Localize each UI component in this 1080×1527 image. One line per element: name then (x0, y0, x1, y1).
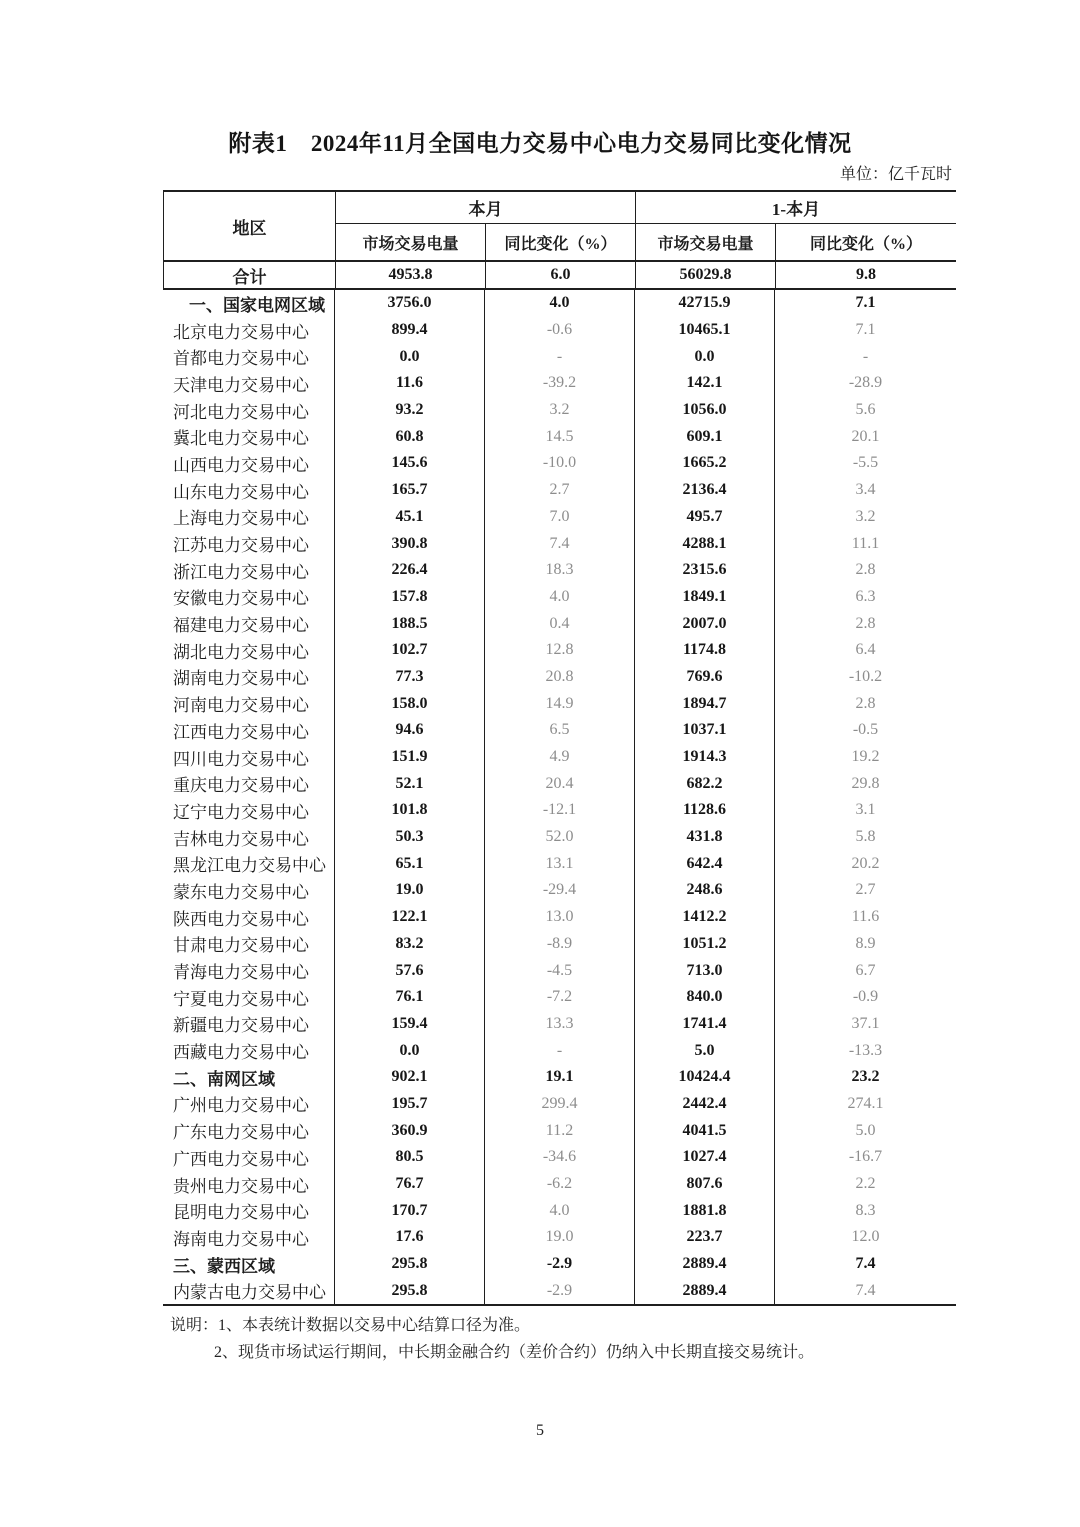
this-month-volume-cell: 19.0 (335, 877, 485, 904)
row-label-cell: 三、蒙西区域 (163, 1251, 335, 1278)
cumulative-volume-cell: 4041.5 (635, 1117, 775, 1144)
this-month-yoy-cell: 52.0 (485, 824, 635, 851)
this-month-yoy-cell: 20.8 (485, 664, 635, 691)
row-label-cell: 山西电力交易中心 (163, 450, 335, 477)
row-label-cell: 天津电力交易中心 (163, 370, 335, 397)
row-label-cell: 首都电力交易中心 (163, 343, 335, 370)
cumulative-yoy-cell: 6.3 (855, 587, 876, 605)
this-month-volume-cell: 295.8 (335, 1251, 485, 1278)
this-month-volume-cell: 102.7 (335, 637, 485, 664)
this-month-yoy-cell: 19.1 (485, 1064, 635, 1091)
this-month-yoy-cell: 13.0 (485, 904, 635, 931)
unit-label: 单位：亿千瓦时 (839, 166, 952, 183)
table-row (163, 690, 956, 717)
this-month-volume-cell: 165.7 (335, 477, 485, 504)
table-row (163, 1091, 956, 1118)
cumulative-volume-cell: 1056.0 (635, 397, 775, 424)
cumulative-yoy-cell: -5.5 (852, 454, 879, 472)
cumulative-volume-cell: 682.2 (635, 770, 775, 797)
table-row (163, 504, 956, 531)
cumulative-volume-cell: 1027.4 (635, 1144, 775, 1171)
cumulative-yoy-cell: -13.3 (848, 1041, 883, 1059)
cumulative-volume-cell: 1412.2 (635, 904, 775, 931)
cumulative-yoy-cell: 29.8 (851, 774, 880, 792)
this-month-yoy-cell: -29.4 (485, 877, 635, 904)
this-month-yoy-cell: -2.9 (485, 1277, 635, 1304)
this-month-yoy-cell: 4.9 (485, 744, 635, 771)
this-month-volume-cell: 3756.0 (335, 290, 485, 317)
cumulative-volume-cell: 42715.9 (635, 290, 775, 317)
cumulative-volume-cell: 1881.8 (635, 1197, 775, 1224)
cumulative-volume-cell: 10424.4 (635, 1064, 775, 1091)
this-month-volume-cell: 93.2 (335, 397, 485, 424)
this-month-yoy-cell: 7.4 (485, 530, 635, 557)
table-row (163, 423, 956, 450)
this-month-volume-cell: 122.1 (335, 904, 485, 931)
row-label-cell: 新疆电力交易中心 (163, 1011, 335, 1038)
row-label-cell: 广东电力交易中心 (163, 1117, 335, 1144)
this-month-yoy-cell: -2.9 (485, 1251, 635, 1278)
cumulative-yoy-cell: 2.2 (855, 1175, 876, 1193)
cumulative-volume-cell: 2007.0 (635, 610, 775, 637)
cumulative-volume-cell: 1051.2 (635, 931, 775, 958)
header-this-month-yoy: 同比变化（%） (486, 224, 636, 260)
cumulative-yoy-cell: 2.7 (855, 881, 876, 899)
this-month-volume-cell: 151.9 (335, 744, 485, 771)
cumulative-yoy-cell: 2.8 (855, 694, 876, 712)
cumulative-volume-cell: 1037.1 (635, 717, 775, 744)
cumulative-volume-cell: 2315.6 (635, 557, 775, 584)
this-month-volume-cell: 65.1 (335, 850, 485, 877)
header-cumulative-yoy: 同比变化（%） (809, 235, 922, 253)
this-month-volume-cell: 77.3 (335, 664, 485, 691)
row-label-cell: 昆明电力交易中心 (163, 1197, 335, 1224)
cumulative-yoy-cell: 5.6 (855, 401, 876, 419)
this-month-volume-cell: 145.6 (335, 450, 485, 477)
cumulative-volume-cell: 431.8 (635, 824, 775, 851)
this-month-yoy-cell: -4.5 (485, 957, 635, 984)
table-notes (170, 1312, 814, 1366)
row-label-cell: 宁夏电力交易中心 (163, 984, 335, 1011)
row-label-cell: 重庆电力交易中心 (163, 770, 335, 797)
cumulative-volume-cell: 142.1 (635, 370, 775, 397)
table-row (163, 1251, 956, 1278)
header-this-month-volume: 市场交易电量 (336, 224, 486, 260)
this-month-volume-cell: 101.8 (335, 797, 485, 824)
table-row (163, 1171, 956, 1198)
cumulative-yoy-cell: 11.6 (851, 908, 880, 926)
cumulative-volume-cell: 223.7 (635, 1224, 775, 1251)
cumulative-yoy-cell: 2.8 (855, 614, 876, 632)
cumulative-yoy-cell: 3.4 (855, 481, 876, 499)
cumulative-volume-cell: 495.7 (635, 504, 775, 531)
cumulative-yoy-cell: 23.2 (851, 1068, 880, 1086)
cumulative-volume-cell: 1894.7 (635, 690, 775, 717)
this-month-yoy-cell: -39.2 (485, 370, 635, 397)
table-row (163, 1037, 956, 1064)
row-label-cell: 江苏电力交易中心 (163, 530, 335, 557)
this-month-yoy-cell: 299.4 (485, 1091, 635, 1118)
note-line-2: 2、现货市场试运行期间，中长期金融合约（差价合约）仍纳入中长期直接交易统计。 (214, 1344, 815, 1361)
this-month-yoy-cell: 3.2 (485, 397, 635, 424)
cumulative-volume-cell: 4288.1 (635, 530, 775, 557)
cumulative-volume-cell: 807.6 (635, 1171, 775, 1198)
table-row (163, 1224, 956, 1251)
table-row (163, 957, 956, 984)
this-month-yoy-cell: -10.0 (485, 450, 635, 477)
table-row (163, 1117, 956, 1144)
this-month-volume-cell: 45.1 (335, 504, 485, 531)
row-label-cell: 甘肃电力交易中心 (163, 931, 335, 958)
cumulative-yoy-cell: -0.5 (852, 721, 879, 739)
table-row (163, 904, 956, 931)
table-row (163, 850, 956, 877)
this-month-volume-cell: 159.4 (335, 1011, 485, 1038)
this-month-volume-cell: 17.6 (335, 1224, 485, 1251)
this-month-volume-cell: 188.5 (335, 610, 485, 637)
cumulative-volume-cell: 713.0 (635, 957, 775, 984)
cumulative-volume-cell: 1914.3 (635, 744, 775, 771)
this-month-volume-cell: 57.6 (335, 957, 485, 984)
this-month-volume-cell: 902.1 (335, 1064, 485, 1091)
this-month-yoy-cell: -8.9 (485, 931, 635, 958)
this-month-yoy-cell: 19.0 (485, 1224, 635, 1251)
cumulative-volume-cell: 10465.1 (635, 317, 775, 344)
row-label-cell: 黑龙江电力交易中心 (163, 850, 335, 877)
cumulative-yoy-cell: 6.7 (855, 961, 876, 979)
table-row (163, 262, 956, 290)
row-label-cell: 陕西电力交易中心 (163, 904, 335, 931)
this-month-volume-cell: 60.8 (335, 423, 485, 450)
table-row (163, 370, 956, 397)
table-row (163, 317, 956, 344)
cumulative-volume-cell: 840.0 (635, 984, 775, 1011)
row-label-cell: 广西电力交易中心 (163, 1144, 335, 1171)
table-row (163, 397, 956, 424)
header-sub-row (336, 224, 956, 260)
cumulative-yoy-cell: 6.4 (855, 641, 876, 659)
table-row (163, 1144, 956, 1171)
this-month-volume-cell: 4953.8 (336, 262, 486, 288)
row-label-cell: 北京电力交易中心 (163, 317, 335, 344)
header-area: 地区 (164, 192, 336, 260)
cumulative-yoy-cell: 274.1 (847, 1094, 884, 1112)
row-label-cell: 辽宁电力交易中心 (163, 797, 335, 824)
header-this-month: 本月 (336, 192, 636, 223)
this-month-volume-cell: 390.8 (335, 530, 485, 557)
table-row (163, 1064, 956, 1091)
page-title: 附表1 2024年11月全国电力交易中心电力交易同比变化情况 (228, 131, 852, 156)
this-month-yoy-cell: - (485, 1037, 635, 1064)
cumulative-yoy-cell: - (862, 347, 869, 365)
this-month-volume-cell: 158.0 (335, 690, 485, 717)
this-month-volume-cell: 195.7 (335, 1091, 485, 1118)
this-month-yoy-cell: -6.2 (485, 1171, 635, 1198)
this-month-volume-cell: 899.4 (335, 317, 485, 344)
row-label-cell: 河南电力交易中心 (163, 690, 335, 717)
cumulative-volume-cell: 642.4 (635, 850, 775, 877)
table-row (163, 610, 956, 637)
row-label-cell: 江西电力交易中心 (163, 717, 335, 744)
table-row (163, 584, 956, 611)
table-header (163, 192, 956, 262)
row-label-cell: 安徽电力交易中心 (163, 584, 335, 611)
this-month-yoy-cell: 6.5 (485, 717, 635, 744)
header-right (336, 192, 956, 260)
cumulative-volume-cell: 2889.4 (635, 1251, 775, 1278)
row-label-cell: 合计 (164, 262, 336, 288)
row-label-cell: 上海电力交易中心 (163, 504, 335, 531)
row-label-cell: 浙江电力交易中心 (163, 557, 335, 584)
cumulative-yoy-cell: 20.2 (851, 854, 880, 872)
note-line-1: 说明：1、本表统计数据以交易中心结算口径为准。 (170, 1317, 531, 1334)
table-row (163, 824, 956, 851)
this-month-yoy-cell: 2.7 (485, 477, 635, 504)
this-month-volume-cell: 0.0 (335, 343, 485, 370)
row-label-cell: 二、南网区域 (163, 1064, 335, 1091)
cumulative-yoy-cell: -16.7 (848, 1148, 883, 1166)
row-label-cell: 西藏电力交易中心 (163, 1037, 335, 1064)
cumulative-volume-cell: 609.1 (635, 423, 775, 450)
cumulative-yoy-cell: 12.0 (851, 1228, 880, 1246)
this-month-volume-cell: 80.5 (335, 1144, 485, 1171)
cumulative-yoy-cell: -0.9 (852, 988, 879, 1006)
table-row (163, 1197, 956, 1224)
this-month-volume-cell: 295.8 (335, 1277, 485, 1304)
table-row (163, 770, 956, 797)
this-month-yoy-cell: 4.0 (485, 1197, 635, 1224)
row-label-cell: 青海电力交易中心 (163, 957, 335, 984)
this-month-yoy-cell: -12.1 (485, 797, 635, 824)
cumulative-volume-cell: 0.0 (635, 343, 775, 370)
table-row (163, 1011, 956, 1038)
cumulative-yoy-cell: 5.8 (855, 828, 876, 846)
table-row (163, 931, 956, 958)
this-month-volume-cell: 11.6 (335, 370, 485, 397)
cumulative-volume-cell: 56029.8 (636, 262, 776, 288)
cumulative-volume-cell: 1174.8 (635, 637, 775, 664)
cumulative-volume-cell: 2442.4 (635, 1091, 775, 1118)
this-month-volume-cell: 157.8 (335, 584, 485, 611)
cumulative-yoy-cell: 5.0 (855, 1121, 876, 1139)
this-month-yoy-cell: - (485, 343, 635, 370)
cumulative-yoy-cell: 11.1 (851, 534, 880, 552)
cumulative-volume-cell: 1128.6 (635, 797, 775, 824)
cumulative-volume-cell: 769.6 (635, 664, 775, 691)
header-group-row (336, 192, 956, 224)
header-cumulative: 1-本月 (771, 200, 821, 219)
cumulative-yoy-cell: 7.1 (855, 321, 876, 339)
page-number: 5 (536, 1422, 544, 1439)
this-month-yoy-cell: 14.9 (485, 690, 635, 717)
this-month-yoy-cell: 0.4 (485, 610, 635, 637)
this-month-yoy-cell: 4.0 (485, 584, 635, 611)
cumulative-volume-cell: 1849.1 (635, 584, 775, 611)
cumulative-volume-cell: 5.0 (635, 1037, 775, 1064)
this-month-yoy-cell: -7.2 (485, 984, 635, 1011)
table-row (163, 530, 956, 557)
cumulative-yoy-cell: 2.8 (855, 561, 876, 579)
row-label-cell: 吉林电力交易中心 (163, 824, 335, 851)
table-row (163, 477, 956, 504)
cumulative-yoy-cell: 7.1 (855, 294, 876, 312)
this-month-volume-cell: 76.1 (335, 984, 485, 1011)
cumulative-volume-cell: 2136.4 (635, 477, 775, 504)
cumulative-yoy-cell: 19.2 (851, 748, 880, 766)
cumulative-yoy-cell: 20.1 (851, 427, 880, 445)
header-cumulative-volume: 市场交易电量 (636, 224, 776, 260)
table-row (163, 343, 956, 370)
table-row (163, 290, 956, 317)
table-row (163, 717, 956, 744)
row-label-cell: 河北电力交易中心 (163, 397, 335, 424)
row-label-cell: 冀北电力交易中心 (163, 423, 335, 450)
row-label-cell: 湖南电力交易中心 (163, 664, 335, 691)
cumulative-yoy-cell: 37.1 (851, 1014, 880, 1032)
this-month-yoy-cell: 7.0 (485, 504, 635, 531)
row-label-cell: 湖北电力交易中心 (163, 637, 335, 664)
table-row (163, 1277, 956, 1304)
row-label-cell: 内蒙古电力交易中心 (163, 1277, 335, 1304)
table-row (163, 664, 956, 691)
row-label-cell: 广州电力交易中心 (163, 1091, 335, 1118)
table-body (163, 262, 956, 1304)
cumulative-volume-cell: 248.6 (635, 877, 775, 904)
this-month-yoy-cell: 18.3 (485, 557, 635, 584)
this-month-yoy-cell: 6.0 (486, 262, 636, 288)
table-row (163, 450, 956, 477)
cumulative-yoy-cell: 7.4 (855, 1255, 876, 1273)
this-month-volume-cell: 76.7 (335, 1171, 485, 1198)
row-label-cell: 福建电力交易中心 (163, 610, 335, 637)
this-month-volume-cell: 170.7 (335, 1197, 485, 1224)
cumulative-yoy-cell: 3.2 (855, 507, 876, 525)
cumulative-yoy-cell: 3.1 (855, 801, 876, 819)
table-row (163, 984, 956, 1011)
this-month-yoy-cell: 14.5 (485, 423, 635, 450)
cumulative-volume-cell: 1665.2 (635, 450, 775, 477)
this-month-volume-cell: 52.1 (335, 770, 485, 797)
table-row (163, 557, 956, 584)
this-month-yoy-cell: 20.4 (485, 770, 635, 797)
power-trading-table (163, 190, 956, 1306)
this-month-volume-cell: 94.6 (335, 717, 485, 744)
row-label-cell: 海南电力交易中心 (163, 1224, 335, 1251)
cumulative-yoy-cell: 8.3 (855, 1201, 876, 1219)
cumulative-yoy-cell: 7.4 (855, 1281, 876, 1299)
this-month-volume-cell: 360.9 (335, 1117, 485, 1144)
table-row (163, 797, 956, 824)
this-month-yoy-cell: 4.0 (485, 290, 635, 317)
cumulative-volume-cell: 2889.4 (635, 1277, 775, 1304)
this-month-yoy-cell: 13.3 (485, 1011, 635, 1038)
cumulative-volume-cell: 1741.4 (635, 1011, 775, 1038)
this-month-volume-cell: 0.0 (335, 1037, 485, 1064)
this-month-yoy-cell: 12.8 (485, 637, 635, 664)
row-label-cell: 一、国家电网区域 (163, 290, 335, 317)
cumulative-yoy-cell: 8.9 (855, 934, 876, 952)
table-row (163, 877, 956, 904)
this-month-yoy-cell: -0.6 (485, 317, 635, 344)
this-month-yoy-cell: 13.1 (485, 850, 635, 877)
this-month-volume-cell: 226.4 (335, 557, 485, 584)
this-month-yoy-cell: -34.6 (485, 1144, 635, 1171)
this-month-yoy-cell: 11.2 (485, 1117, 635, 1144)
row-label-cell: 蒙东电力交易中心 (163, 877, 335, 904)
this-month-volume-cell: 83.2 (335, 931, 485, 958)
this-month-volume-cell: 50.3 (335, 824, 485, 851)
row-label-cell: 四川电力交易中心 (163, 744, 335, 771)
table-row (163, 637, 956, 664)
table-row (163, 744, 956, 771)
cumulative-yoy-cell: -28.9 (848, 374, 883, 392)
row-label-cell: 贵州电力交易中心 (163, 1171, 335, 1198)
cumulative-yoy-cell: -10.2 (848, 667, 883, 685)
cumulative-yoy-cell: 9.8 (856, 266, 876, 283)
row-label-cell: 山东电力交易中心 (163, 477, 335, 504)
